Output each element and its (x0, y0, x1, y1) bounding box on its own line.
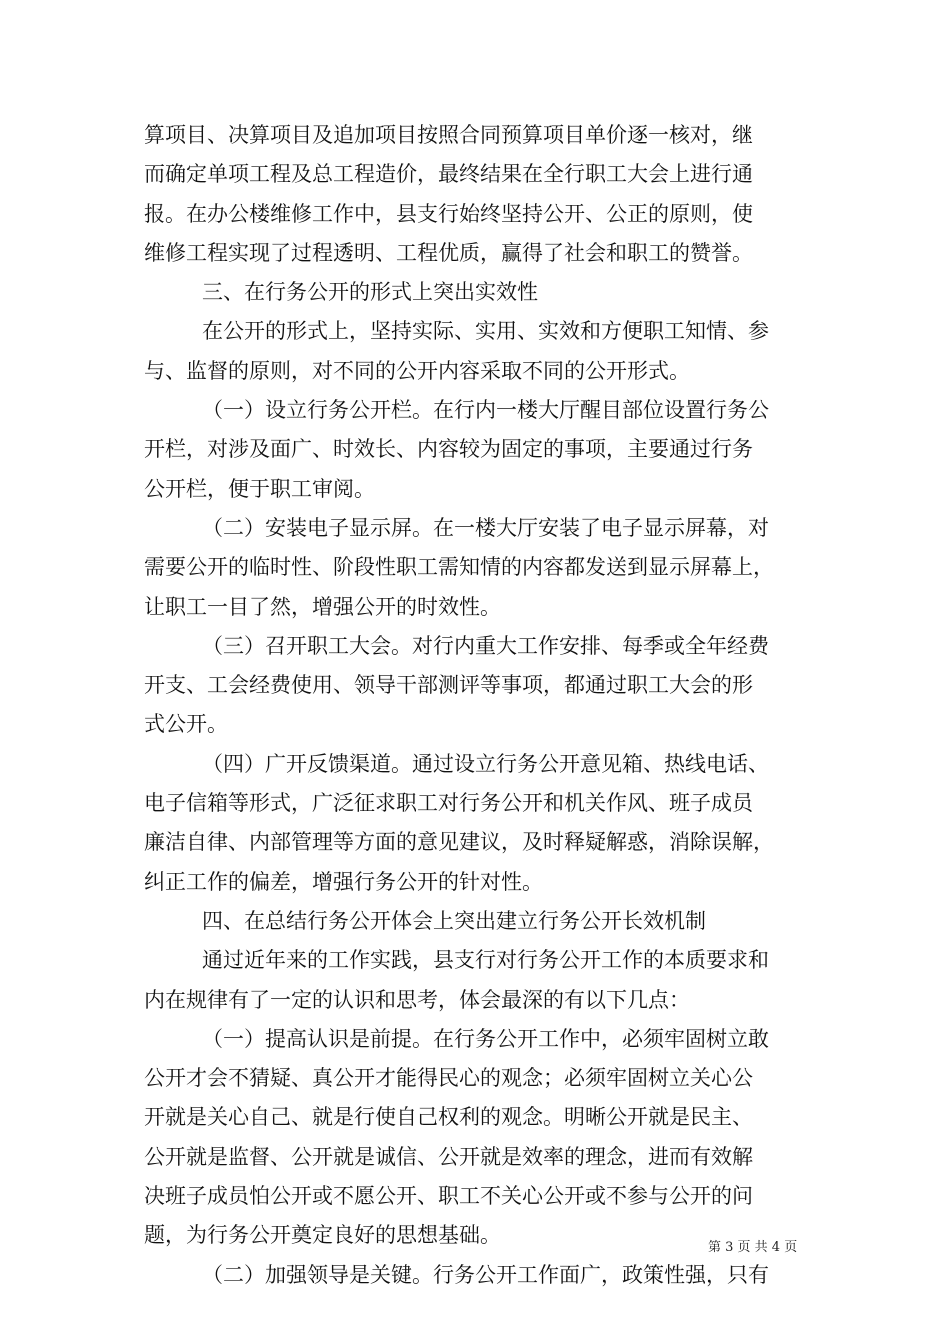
text-line: 三、在行务公开的形式上突出实效性 (202, 280, 538, 305)
text-line: 公开就是监督、公开就是诚信、公开就是效率的理念，进而有效解 (144, 1144, 753, 1169)
text-line: 四、在总结行务公开体会上突出建立行务公开长效机制 (202, 908, 706, 933)
document-body (144, 116, 810, 1295)
page-number: 第 3 页 共 4 页 (708, 1240, 798, 1255)
text-line: 题，为行务公开奠定良好的思想基础。 (144, 1223, 501, 1248)
text-line: 而确定单项工程及总工程造价，最终结果在全行职工大会上进行通 (144, 162, 753, 187)
text-line: （二）安装电子显示屏。在一楼大厅安装了电子显示屏幕，对 (202, 515, 769, 540)
text-line: 公开栏，便于职工审阅。 (144, 476, 375, 501)
text-line: 需要公开的临时性、阶段性职工需知情的内容都发送到显示屏幕上， (144, 555, 774, 580)
text-line: 在公开的形式上，坚持实际、实用、实效和方便职工知情、参 (202, 319, 769, 344)
text-line: 公开才会不猜疑、真公开才能得民心的观念；必须牢固树立关心公 (144, 1066, 753, 1091)
text-line: （一）提高认识是前提。在行务公开工作中，必须牢固树立敢 (202, 1026, 769, 1051)
text-line: 电子信箱等形式，广泛征求职工对行务公开和机关作风、班子成员 (144, 791, 753, 816)
text-line: （三）召开职工大会。对行内重大工作安排、每季或全年经费 (202, 633, 769, 658)
text-line: 内在规律有了一定的认识和思考，体会最深的有以下几点： (144, 987, 690, 1012)
text-line: （一）设立行务公开栏。在行内一楼大厅醒目部位设置行务公 (202, 398, 769, 423)
text-line: 决班子成员怕公开或不愿公开、职工不关心公开或不参与公开的问 (144, 1184, 753, 1209)
text-line: 通过近年来的工作实践，县支行对行务公开工作的本质要求和 (202, 948, 769, 973)
text-line: 纠正工作的偏差，增强行务公开的针对性。 (144, 869, 543, 894)
text-line: （二）加强领导是关键。行务公开工作面广，政策性强，只有 (202, 1262, 769, 1287)
text-line: 廉洁自律、内部管理等方面的意见建议，及时释疑解惑，消除误解， (144, 830, 774, 855)
text-line: 与、监督的原则，对不同的公开内容采取不同的公开形式。 (144, 358, 690, 383)
text-line: （四）广开反馈渠道。通过设立行务公开意见箱、热线电话、 (202, 751, 769, 776)
text-line: 式公开。 (144, 712, 228, 737)
text-line: 维修工程实现了过程透明、工程优质，赢得了社会和职工的赞誉。 (144, 240, 753, 265)
text-line: 算项目、决算项目及追加项目按照合同预算项目单价逐一核对，继 (144, 123, 753, 147)
text-line: 开就是关心自己、就是行使自己权利的观念。明晰公开就是民主、 (144, 1105, 753, 1130)
text-line: 开支、工会经费使用、领导干部测评等事项，都通过职工大会的形 (144, 673, 753, 698)
text-line: 开栏，对涉及面广、时效长、内容较为固定的事项，主要通过行务 (144, 437, 753, 462)
text-line: 让职工一目了然，增强公开的时效性。 (144, 594, 501, 619)
text-line: 报。在办公楼维修工作中，县支行始终坚持公开、公正的原则，使 (144, 201, 753, 226)
